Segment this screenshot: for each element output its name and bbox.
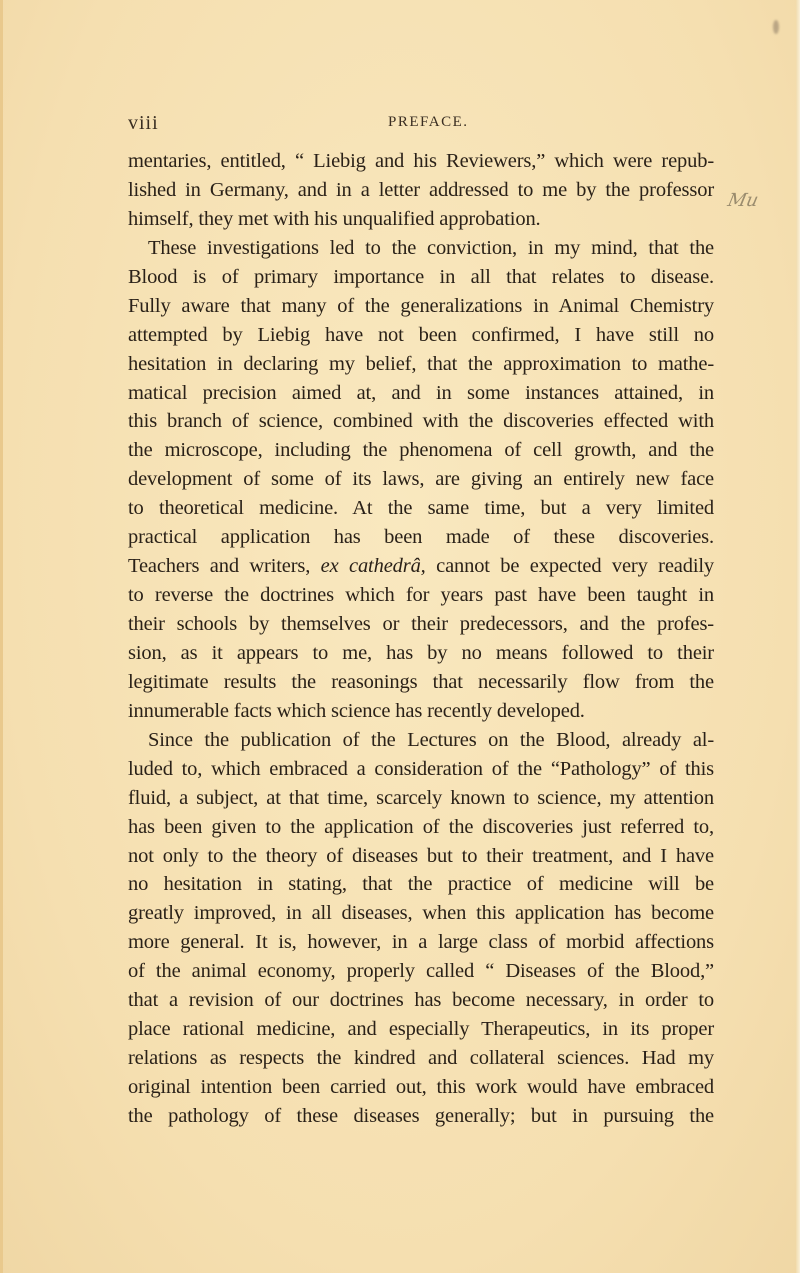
text-line: lished in Germany, and in a letter addressed to me by the professor <box>128 178 714 201</box>
text-line: innumerable facts which science has recently developed. <box>128 699 585 722</box>
text-line: luded to, which embraced a consideration of the “Pathology” of this <box>128 757 714 780</box>
text-line: attempted by Liebig have not been confirmed, I have still no <box>128 323 714 346</box>
running-head-title: PREFACE. <box>388 114 469 130</box>
text-line: himself, they met with his unqualified approbation. <box>128 207 541 230</box>
text-line: greatly improved, in all diseases, when this application has become <box>128 902 714 925</box>
text-line: hesitation in declaring my belief, that the approximation to mathe- <box>128 352 714 375</box>
ink-stain <box>773 20 779 34</box>
text-line: Fully aware that many of the generalizations in Animal Chemistry <box>128 294 714 317</box>
page-right-edge <box>796 0 800 1273</box>
running-head <box>128 112 708 136</box>
text-line: fluid, a subject, at that time, scarcely known to science, my attention <box>128 786 714 809</box>
text-line: no hesitation in stating, that the practice of medicine will be <box>128 873 714 896</box>
page-number: viii <box>128 112 159 134</box>
text-line: to theoretical medicine. At the same time, but a very limited <box>128 497 714 520</box>
text-segment: cannot be expected very readily <box>425 555 715 578</box>
preface-body-text <box>128 147 714 1131</box>
text-line: relations as respects the kindred and collateral sciences. Had my <box>128 1047 714 1070</box>
text-line: mentaries, entitled, “ Liebig and his Reviewers,” which were repub- <box>128 150 714 172</box>
text-line: has been given to the application of the discoveries just referred to, <box>128 815 714 838</box>
handwritten-margin-annotation: Mu <box>725 190 761 211</box>
text-line: their schools by themselves or their predecessors, and the profes- <box>128 613 714 635</box>
text-line: sion, as it appears to me, has by no means followed to their <box>128 641 714 664</box>
italic-latin-phrase: ex cathedrâ, <box>320 555 426 578</box>
text-segment: Teachers and writers, <box>128 555 321 578</box>
text-line: practical application has been made of these discoveries. <box>128 526 714 549</box>
text-line: Since the publication of the Lectures on the Blood, already al- <box>148 728 714 751</box>
text-line: not only to the theory of diseases but to their treatment, and I have <box>128 844 714 867</box>
text-line: matical precision aimed at, and in some instances attained, in <box>128 381 714 404</box>
text-line: this branch of science, combined with the discoveries effected with <box>128 410 714 433</box>
text-line: legitimate results the reasonings that necessarily flow from the <box>128 670 714 693</box>
text-line: development of some of its laws, are giving an entirely new face <box>128 468 714 491</box>
text-line: that a revision of our doctrines has become necessary, in order to <box>128 989 714 1012</box>
text-line: Blood is of primary importance in all that relates to disease. <box>128 265 714 288</box>
text-line <box>128 552 714 581</box>
text-line: place rational medicine, and especially Therapeutics, in its proper <box>128 1018 714 1041</box>
text-line: more general. It is, however, in a large class of morbid affections <box>128 931 714 954</box>
page-left-edge <box>0 0 3 1273</box>
text-line: to reverse the doctrines which for years past have been taught in <box>128 584 714 607</box>
text-line: original intention been carried out, this work would have embraced <box>128 1076 714 1098</box>
text-line: the microscope, including the phenomena of cell growth, and the <box>128 439 714 462</box>
text-line: These investigations led to the conviction, in my mind, that the <box>148 236 714 259</box>
text-line: the pathology of these diseases generally; but in pursuing the <box>128 1104 714 1127</box>
text-line: of the animal economy, properly called “ Diseases of the Blood,” <box>128 960 714 983</box>
